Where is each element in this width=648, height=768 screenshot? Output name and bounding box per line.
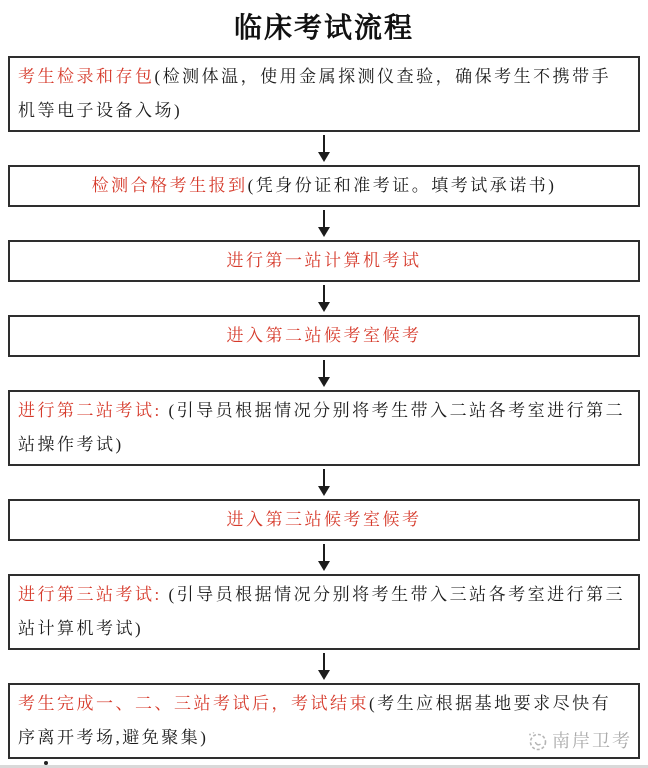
page-title: 临床考试流程: [233, 12, 414, 43]
step-highlight: 考生完成一、二、三站考试后，考试结束: [18, 694, 369, 713]
step-highlight: 考生检录和存包: [18, 67, 155, 86]
step-detail: (检测体温，使用金属探测仪查验，确保考生不携带手机等电子设备入场): [18, 67, 612, 120]
down-arrow: [8, 207, 640, 240]
flow-step-report: [8, 165, 640, 207]
step-highlight: 检测合格考生报到: [91, 176, 248, 195]
step-highlight: 进行第二站考试:: [18, 401, 162, 420]
flow-step-station2-waiting: [8, 315, 640, 357]
down-arrow: [8, 282, 640, 315]
down-arrow: [8, 541, 640, 574]
step-detail: (引导员根据情况分别将考生带入三站各考室进行第三站计算机考试): [18, 585, 626, 638]
step-highlight: 进行第三站考试:: [18, 585, 162, 604]
down-arrow: [8, 357, 640, 390]
wechat-watermark-icon: [527, 731, 547, 751]
step-detail: (引导员根据情况分别将考生带入二站各考室进行第二站操作考试): [18, 401, 626, 454]
flow-step-check-in: [8, 56, 640, 132]
step-detail: (凭身份证和准考证。填考试承诺书): [247, 176, 557, 195]
flow-step-station3-waiting: [8, 499, 640, 541]
flow-step-station1-exam: [8, 240, 640, 282]
down-arrow: [8, 132, 640, 165]
down-arrow: [8, 650, 640, 683]
watermark-text: 南岸卫考: [552, 731, 632, 751]
step-highlight: 进入第二站候考室候考: [226, 326, 422, 345]
flow-step-station3-exam: [8, 574, 640, 650]
step-detail: (考生应根据基地要求尽快有序离开考场,避免聚集): [18, 694, 612, 747]
step-highlight: 进行第一站计算机考试: [226, 251, 422, 270]
watermark: [527, 731, 632, 751]
down-arrow: [8, 466, 640, 499]
flowchart: [8, 56, 640, 759]
step-highlight: 进入第三站候考室候考: [226, 510, 422, 529]
flow-step-station2-exam: [8, 390, 640, 466]
flow-step-exam-finish: [8, 683, 640, 759]
